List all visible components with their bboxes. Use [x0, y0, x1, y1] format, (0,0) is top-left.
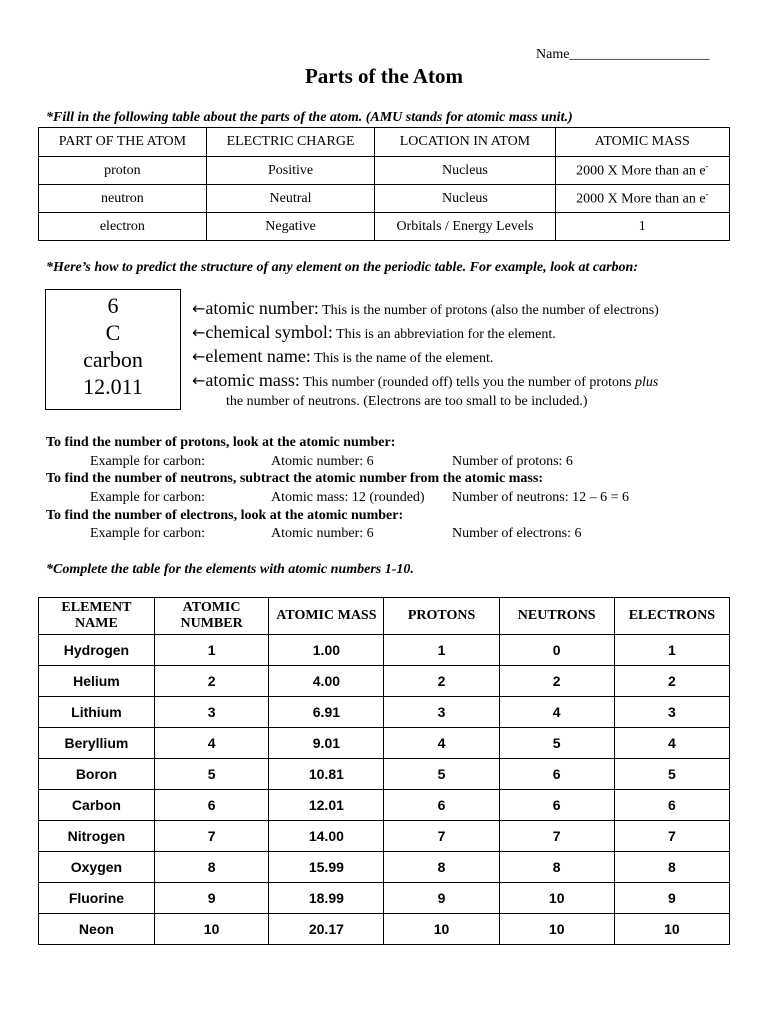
table-cell: neutron: [39, 185, 207, 213]
table-cell: 10: [499, 914, 614, 945]
table-cell: 3: [384, 697, 499, 728]
predict-instruction: *Here’s how to predict the structure of any element on the periodic table. For example, look at carbon:: [46, 260, 638, 275]
table-cell: Hydrogen: [39, 635, 155, 666]
legend-desc: This number (rounded off) tells you the number of protons: [299, 375, 635, 390]
table-cell: 5: [384, 759, 499, 790]
table-row: [39, 759, 730, 790]
table-cell: Orbitals / Energy Levels: [375, 213, 555, 241]
table-cell: 10: [384, 914, 499, 945]
table-cell: 7: [614, 821, 729, 852]
table-cell: [555, 185, 729, 213]
table-row: [39, 914, 730, 945]
table-cell: Positive: [206, 157, 374, 185]
left-arrow-icon: ←: [192, 371, 206, 390]
table-row: [39, 666, 730, 697]
example-label: Example for carbon:: [90, 490, 206, 505]
table-cell: 1: [555, 213, 729, 241]
table-cell: proton: [39, 157, 207, 185]
legend-term: element name:: [205, 346, 311, 366]
table-row: [39, 697, 730, 728]
column-header: ELECTRONS: [614, 598, 729, 635]
legend-desc: This is the number of protons (also the number of electrons): [318, 303, 659, 318]
table-cell: Beryllium: [39, 728, 155, 759]
example-given: Atomic number: 6: [271, 526, 374, 541]
table-cell: 10: [614, 914, 729, 945]
table-cell: 5: [614, 759, 729, 790]
legend-term: atomic number:: [205, 298, 319, 318]
cell-text: 2000 X More than an e: [576, 163, 706, 179]
table-cell: Neutral: [206, 185, 374, 213]
table-cell: Helium: [39, 666, 155, 697]
rule-electrons: To find the number of electrons, look at the atomic number:: [46, 508, 404, 523]
superscript: -: [705, 189, 709, 200]
element-mass: 12.011: [83, 374, 143, 399]
table-cell: Negative: [206, 213, 374, 241]
table-cell: 8: [614, 852, 729, 883]
table-cell: 10: [499, 883, 614, 914]
legend-desc-italic: plus: [634, 375, 659, 390]
table-cell: 18.99: [269, 883, 384, 914]
legend-element-name: [192, 346, 493, 367]
legend-desc: This is an abbreviation for the element.: [332, 327, 556, 342]
table-cell: 2: [384, 666, 499, 697]
left-arrow-icon: ←: [192, 347, 206, 366]
element-atomic-number: 6: [107, 293, 119, 318]
table-cell: 10: [154, 914, 268, 945]
table-cell: 2: [614, 666, 729, 697]
table-cell: 4: [154, 728, 268, 759]
table-cell: 4: [499, 697, 614, 728]
column-header: ELECTRIC CHARGE: [206, 128, 374, 157]
column-header: LOCATION IN ATOM: [375, 128, 555, 157]
column-header: NEUTRONS: [499, 598, 614, 635]
example-label: Example for carbon:: [90, 526, 206, 541]
table-cell: 4.00: [269, 666, 384, 697]
table-cell: 1: [614, 635, 729, 666]
rule-protons: To find the number of protons, look at the atomic number:: [46, 435, 396, 450]
table-cell: 9.01: [269, 728, 384, 759]
table-row: [39, 157, 730, 185]
table-cell: 0: [499, 635, 614, 666]
legend-term: chemical symbol:: [205, 322, 333, 342]
table-cell: 3: [614, 697, 729, 728]
legend-atomic-mass-cont: the number of neutrons. (Electrons are too small to be included.): [226, 394, 588, 409]
superscript: -: [705, 161, 709, 172]
table-cell: 7: [384, 821, 499, 852]
column-header: ELEMENT NAME: [39, 598, 155, 635]
table-cell: 4: [614, 728, 729, 759]
legend-atomic-number: [192, 298, 659, 319]
table-cell: 1.00: [269, 635, 384, 666]
column-header: ATOMIC MASS: [269, 598, 384, 635]
table-cell: 1: [384, 635, 499, 666]
name-field: Name____________________: [536, 47, 710, 62]
table-cell: 5: [154, 759, 268, 790]
example-result: Number of electrons: 6: [452, 526, 582, 541]
elements-table: [38, 597, 730, 945]
table-cell: 6: [384, 790, 499, 821]
table-cell: 2: [154, 666, 268, 697]
example-given: Atomic mass: 12 (rounded): [271, 490, 425, 505]
table-cell: 7: [499, 821, 614, 852]
column-header: PART OF THE ATOM: [39, 128, 207, 157]
table-cell: [555, 157, 729, 185]
table-cell: 8: [384, 852, 499, 883]
rule-neutrons: To find the number of neutrons, subtract the atomic number from the atomic mass:: [46, 471, 543, 486]
column-header: ATOMIC NUMBER: [154, 598, 268, 635]
table-cell: 6: [614, 790, 729, 821]
table-cell: electron: [39, 213, 207, 241]
table-cell: 9: [384, 883, 499, 914]
table-cell: Nucleus: [375, 185, 555, 213]
cell-text: 2000 X More than an e: [576, 191, 706, 207]
table-cell: 3: [154, 697, 268, 728]
table-cell: 2: [499, 666, 614, 697]
table-cell: Nucleus: [375, 157, 555, 185]
table-cell: 9: [614, 883, 729, 914]
parts-of-atom-table: [38, 127, 730, 241]
example-result: Number of neutrons: 12 – 6 = 6: [452, 490, 630, 505]
example-result: Number of protons: 6: [452, 454, 573, 469]
table-row: [39, 635, 730, 666]
column-header: PROTONS: [384, 598, 499, 635]
table-cell: 14.00: [269, 821, 384, 852]
left-arrow-icon: ←: [192, 299, 206, 318]
table-cell: 15.99: [269, 852, 384, 883]
column-header: ATOMIC MASS: [555, 128, 729, 157]
example-label: Example for carbon:: [90, 454, 206, 469]
table-header-row: [39, 598, 730, 635]
table-row: [39, 213, 730, 241]
table-cell: 4: [384, 728, 499, 759]
table-cell: 10.81: [269, 759, 384, 790]
table-cell: Oxygen: [39, 852, 155, 883]
table-row: [39, 883, 730, 914]
table-cell: Fluorine: [39, 883, 155, 914]
table-cell: Nitrogen: [39, 821, 155, 852]
element-name: carbon: [83, 347, 143, 372]
table-cell: Carbon: [39, 790, 155, 821]
table-cell: 12.01: [269, 790, 384, 821]
table-row: [39, 821, 730, 852]
left-arrow-icon: ←: [192, 323, 206, 342]
table-row: [39, 852, 730, 883]
table-cell: 8: [154, 852, 268, 883]
table-cell: 8: [499, 852, 614, 883]
table-header-row: [39, 128, 730, 157]
table-cell: Neon: [39, 914, 155, 945]
table-cell: Boron: [39, 759, 155, 790]
table-cell: Lithium: [39, 697, 155, 728]
table-row: [39, 790, 730, 821]
parts-table-instruction: *Fill in the following table about the parts of the atom. (AMU stands for atomic mass unit.): [46, 110, 573, 125]
example-given: Atomic number: 6: [271, 454, 374, 469]
legend-term: atomic mass:: [205, 370, 300, 390]
table-cell: 6: [154, 790, 268, 821]
elements-table-instruction: *Complete the table for the elements with atomic numbers 1-10.: [46, 562, 414, 577]
legend-atomic-mass: [192, 370, 658, 391]
element-symbol: C: [105, 320, 121, 345]
table-cell: 9: [154, 883, 268, 914]
table-cell: 6: [499, 759, 614, 790]
table-cell: 5: [499, 728, 614, 759]
table-cell: 1: [154, 635, 268, 666]
legend-chemical-symbol: [192, 322, 556, 343]
table-cell: 6.91: [269, 697, 384, 728]
table-row: [39, 728, 730, 759]
table-cell: 6: [499, 790, 614, 821]
table-cell: 20.17: [269, 914, 384, 945]
table-row: [39, 185, 730, 213]
page-title: Parts of the Atom: [304, 64, 464, 88]
carbon-element-box: [45, 289, 181, 410]
legend-desc: This is the name of the element.: [310, 351, 494, 366]
table-cell: 7: [154, 821, 268, 852]
